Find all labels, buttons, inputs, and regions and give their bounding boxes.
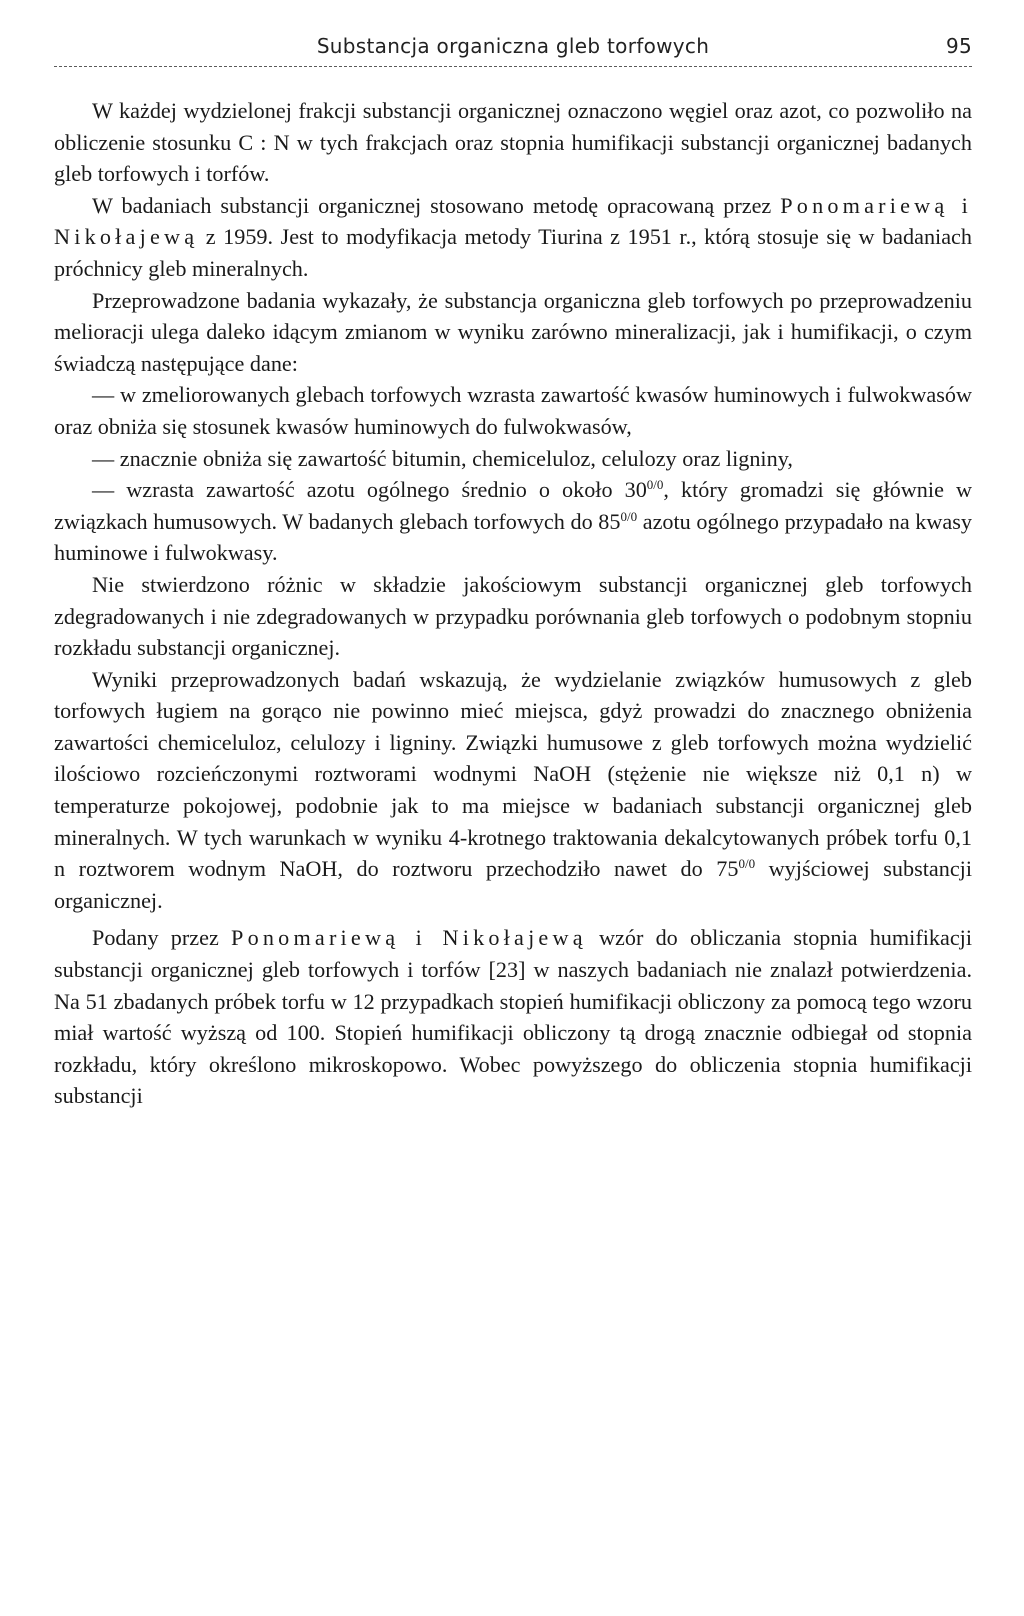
page-number: 95: [945, 34, 972, 58]
author-connector: i: [399, 925, 443, 951]
paragraph-9-text-after: wzór do obliczania stopnia humifikacji substancji organicznej gleb torfowych i torfów [23] w naszych badaniach nie znalazł potwierdzenia. Na 51 zbadanych próbek torfu w 12 przypadkach stopień humifikacji obliczony za pomocą tego wzoru miał wartość wyższą od 100. Stopień humifikacji obliczony tą drogą znacznie odbiegał od stopnia rozkładu, który określono mikroskopowo. Wobec powyższego do obliczenia stopnia humifikacji substancji: [54, 925, 972, 1109]
list-item-humic-acids: [54, 379, 972, 442]
author-nikolajewa: Nikołajewą: [54, 224, 199, 250]
paragraph-3: [54, 285, 972, 380]
paragraph-2-text-after: z 1959. Jest to modyfikacja metody Tiurina z 1951 r., którą stosuje się w badaniach próchnicy gleb mineralnych.: [54, 224, 972, 281]
list-item-bitumin: [54, 443, 972, 475]
header-rule: [54, 66, 972, 67]
body-text: [54, 95, 972, 1112]
page: [54, 30, 972, 1112]
author-connector: i: [948, 192, 972, 218]
percent-sign: 0/0: [646, 477, 664, 493]
paragraph-7-text: Nie stwierdzono różnic w składzie jakościowym substancji organicznej gleb torfowych zdegradowanych i nie zdegradowanych w przypadku porównania gleb torfowych o podobnym stopniu rozkładu substancji organicznej.: [54, 571, 972, 661]
paragraph-9-text-before: Podany przez: [92, 925, 232, 951]
author-ponomariewa: Ponomariewą: [231, 925, 400, 951]
paragraph-3-text: Przeprowadzone badania wykazały, że substancja organiczna gleb torfowych po przeprowadzeniu melioracji ulega daleko idącym zmianom w wyniku zarówno mineralizacji, jak i humifikacji, o czym świadczą następujące dane:: [54, 287, 972, 376]
running-title: Substancja organiczna gleb torfowych: [316, 34, 710, 58]
list-item-nitrogen-text-c: azotu ogólnego przypadało na kwasy huminowe i fulwokwasy.: [54, 508, 972, 566]
list-item-humic-acids-text: — w zmeliorowanych glebach torfowych wzrasta zawartość kwasów huminowych i fulwokwasów oraz obniża się stosunek kwasów huminowych do fulwokwasów,: [54, 382, 972, 439]
paragraph-8-text-b: wyjściowej substancji organicznej.: [54, 856, 973, 913]
paragraph-1-text: W każdej wydzielonej frakcji substancji organicznej oznaczono węgiel oraz azot, co pozwoliło na obliczenie stosunku C : N w tych frakcjach oraz stopnia humifikacji substancji organicznej badanych gleb torfowych i torfów.: [54, 98, 972, 187]
paragraph-2-text-before: W badaniach substancji organicznej stosowano metodę opracowaną przez: [92, 192, 781, 218]
paragraph-9: [54, 922, 972, 1112]
author-nikolajewa: Nikołajewą: [442, 925, 587, 951]
paragraph-7: [54, 569, 972, 664]
list-item-nitrogen-text-a: — wzrasta zawartość azotu ogólnego średnio o około 30: [92, 477, 647, 503]
paragraph-8-text-a: Wyniki przeprowadzonych badań wskazują, że wydzielanie związków humusowych z gleb torfowych ługiem na gorąco nie powinno mieć miejsca, gdyż prowadzi do znacznego obniżenia zawartości chemiceluloz, celulozy i ligniny. Związki humusowe z gleb torfowych można wydzielić ilościowo rozcieńczonymi roztworami wodnymi NaOH (stężenie nie większe niż 0,1 n) w temperaturze pokojowej, podobnie jak to ma miejsce w badaniach substancji organicznej gleb mineralnych. W tych warunkach w wyniku 4-krotnego traktowania dekalcytowanych próbek torfu 0,1 n roztworem wodnym NaOH, do roztworu przechodziło nawet do 75: [54, 666, 972, 882]
list-item-bitumin-text: — znacznie obniża się zawartość bitumin, chemiceluloz, celulozy oraz ligniny,: [92, 445, 793, 471]
percent-sign: 0/0: [620, 508, 638, 524]
paragraph-1: [54, 95, 972, 190]
running-header: [54, 30, 972, 66]
paragraph-2: [54, 190, 972, 285]
list-item-nitrogen-text-b: , który gromadzi się głównie w związkach humusowych. W badanych glebach torfowych do 85: [54, 477, 972, 534]
paragraph-8: [54, 664, 972, 917]
author-ponomariewa: Ponomariewą: [780, 192, 949, 218]
percent-sign: 0/0: [738, 856, 756, 872]
list-item-nitrogen: [54, 474, 972, 569]
